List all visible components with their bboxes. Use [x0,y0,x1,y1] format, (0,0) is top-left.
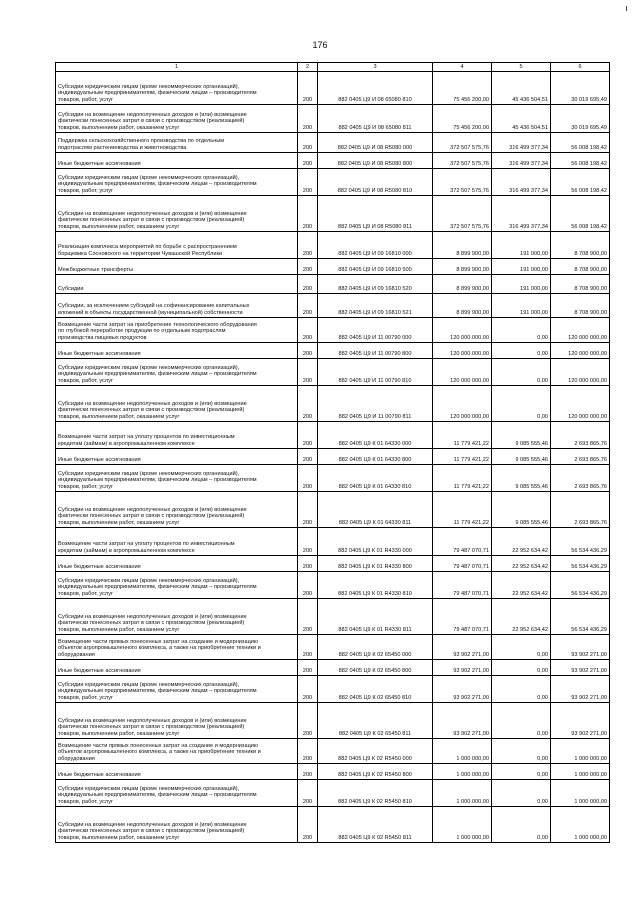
row-remaining-amount: 120 000 000,00 [551,318,610,343]
row-name: Иные бюджетные ассигнования [56,449,298,465]
col-header-1: 1 [56,63,298,72]
table-row [56,492,610,528]
row-code: 200 [298,528,318,556]
row-executed-amount: 22 952 634,42 [492,599,551,635]
row-name: Субсидии юридическим лицам (кроме некоммерческих организаций), индивидуальным предпринимателям, физическим лицам – производителям товаров, работ, услуг [56,359,298,386]
table-row [56,72,610,105]
row-classification-code: 882 0405 Ц9 И 09 16810 520 [318,275,433,294]
row-name: Возмещение части затрат на приобретение технологического оборудования по глубокой переработке продукции по отдельным подотраслям производства пищевых продуктов [56,318,298,343]
row-classification-code: 882 0405 Ц9 К 02 R5450 811 [318,807,433,843]
table-row [56,169,610,196]
row-approved-amount: 120 000 000,00 [433,386,492,422]
row-name: Межбюджетные трансферты [56,259,298,275]
row-name: Субсидии на возмещение недополученных доходов и (или) возмещение фактически понесенных затрат в связи с производством (реализацией) товаров, выполнением работ, оказанием услуг [56,492,298,528]
row-executed-amount: 45 436 504,51 [492,72,551,105]
row-classification-code: 882 0405 Ц9 И 11 00790 810 [318,359,433,386]
row-name: Субсидии юридическим лицам (кроме некоммерческих организаций), индивидуальным предпринимателям, физическим лицам – производителям товаров, работ, услуг [56,780,298,807]
row-approved-amount: 11 779 421,22 [433,492,492,528]
row-executed-amount: 316 499 377,34 [492,133,551,153]
row-name: Возмещение части прямых понесенных затрат на создание и модернизацию объектов агропромышленного комплекса, а также на приобретение техники и оборудования [56,635,298,660]
row-code: 200 [298,232,318,259]
row-code: 200 [298,105,318,133]
row-remaining-amount: 1 000 000,00 [551,780,610,807]
row-classification-code: 882 0405 Ц9 К 02 R5450 810 [318,780,433,807]
row-classification-code: 882 0405 Ц9 К 02 R5450 000 [318,739,433,764]
row-classification-code: 882 0405 Ц9 И 08 R5080 810 [318,169,433,196]
row-remaining-amount: 1 000 000,00 [551,764,610,780]
row-remaining-amount: 56 534 436,29 [551,599,610,635]
col-header-5: 5 [492,63,551,72]
table-row [56,703,610,739]
table-row [56,422,610,449]
row-remaining-amount: 2 693 865,76 [551,465,610,492]
row-remaining-amount: 8 708 900,00 [551,232,610,259]
row-name: Субсидии юридическим лицам (кроме некоммерческих организаций), индивидуальным предпринимателям, физическим лицам – производителям товаров, работ, услуг [56,72,298,105]
row-approved-amount: 11 779 421,22 [433,422,492,449]
row-executed-amount: 191 000,00 [492,232,551,259]
row-executed-amount: 0,00 [492,318,551,343]
row-remaining-amount: 2 693 865,76 [551,492,610,528]
table-row [56,232,610,259]
row-code: 200 [298,465,318,492]
row-classification-code: 882 0405 Ц9 К 02 65450 800 [318,660,433,676]
row-executed-amount: 9 085 555,46 [492,449,551,465]
row-code: 200 [298,556,318,572]
row-executed-amount: 0,00 [492,343,551,359]
row-executed-amount: 0,00 [492,359,551,386]
row-remaining-amount: 120 000 000,00 [551,386,610,422]
row-classification-code: 882 0405 Ц9 К 02 R5450 800 [318,764,433,780]
row-executed-amount: 191 000,00 [492,294,551,318]
row-code: 200 [298,72,318,105]
row-executed-amount: 0,00 [492,660,551,676]
row-remaining-amount: 56 008 198,42 [551,196,610,232]
row-approved-amount: 1 000 000,00 [433,807,492,843]
table-row [56,676,610,703]
row-remaining-amount: 120 000 000,00 [551,343,610,359]
row-approved-amount: 79 487 070,71 [433,556,492,572]
row-executed-amount: 191 000,00 [492,275,551,294]
row-approved-amount: 8 899 900,00 [433,232,492,259]
table-row [56,635,610,660]
row-executed-amount: 22 952 634,42 [492,572,551,599]
row-classification-code: 882 0405 Ц9 И 11 00790 800 [318,343,433,359]
table-body [56,72,610,843]
row-classification-code: 882 0405 Ц9 И 09 16810 000 [318,232,433,259]
row-name: Реализация комплекса мероприятий по борьбе с распространением борщевика Сосновского на территории Чувашской Республики [56,232,298,259]
table-row [56,572,610,599]
row-executed-amount: 316 499 377,34 [492,169,551,196]
table-row [56,133,610,153]
row-name: Иные бюджетные ассигнования [56,556,298,572]
row-approved-amount: 75 456 200,00 [433,72,492,105]
row-remaining-amount: 8 708 900,00 [551,294,610,318]
row-name: Иные бюджетные ассигнования [56,343,298,359]
table-row [56,259,610,275]
row-executed-amount: 0,00 [492,703,551,739]
table-row [56,528,610,556]
table-row [56,449,610,465]
table-row [56,807,610,843]
row-approved-amount: 79 487 070,71 [433,572,492,599]
table-row [56,599,610,635]
row-approved-amount: 11 779 421,22 [433,465,492,492]
row-name: Субсидии юридическим лицам (кроме некоммерческих организаций), индивидуальным предпринимателям, физическим лицам – производителям товаров, работ, услуг [56,572,298,599]
row-code: 200 [298,599,318,635]
row-executed-amount: 316 499 377,34 [492,196,551,232]
row-code: 200 [298,739,318,764]
row-approved-amount: 93 902 271,00 [433,703,492,739]
row-name: Субсидии, за исключением субсидий на софинансирование капитальных вложений в объекты государственной (муниципальной) собственности [56,294,298,318]
row-approved-amount: 8 899 900,00 [433,294,492,318]
row-classification-code: 882 0405 Ц9 И 11 00790 811 [318,386,433,422]
table-row [56,196,610,232]
row-code: 200 [298,343,318,359]
row-remaining-amount: 56 534 436,29 [551,556,610,572]
row-classification-code: 882 0405 Ц9 И 09 16810 521 [318,294,433,318]
row-remaining-amount: 56 008 198,42 [551,133,610,153]
row-name: Возмещение части прямых понесенных затрат на создание и модернизацию объектов агропромышленного комплекса, а также на приобретение техники и оборудования [56,739,298,764]
row-executed-amount: 0,00 [492,676,551,703]
row-approved-amount: 372 507 575,76 [433,169,492,196]
row-remaining-amount: 93 902 271,00 [551,635,610,660]
row-approved-amount: 372 507 575,76 [433,153,492,169]
row-remaining-amount: 1 000 000,00 [551,807,610,843]
row-classification-code: 882 0405 Ц9 К 02 65450 810 [318,676,433,703]
row-classification-code: 882 0405 Ц9 К 01 64330 000 [318,422,433,449]
table-row [56,275,610,294]
col-header-3: 3 [318,63,433,72]
row-remaining-amount: 93 902 271,00 [551,660,610,676]
row-executed-amount: 9 085 555,46 [492,422,551,449]
row-code: 200 [298,196,318,232]
row-code: 200 [298,703,318,739]
row-approved-amount: 79 487 070,71 [433,528,492,556]
row-name: Возмещение части затрат на уплату процентов по инвестиционным кредитам (займам) в агропромышленном комплексе [56,528,298,556]
row-classification-code: 882 0405 Ц9 И 08 65080 811 [318,105,433,133]
row-executed-amount: 316 499 377,34 [492,153,551,169]
table-row [56,386,610,422]
col-header-2: 2 [298,63,318,72]
table-row [56,343,610,359]
row-name: Иные бюджетные ассигнования [56,764,298,780]
row-executed-amount: 0,00 [492,386,551,422]
row-classification-code: 882 0405 Ц9 И 11 00790 000 [318,318,433,343]
row-name: Субсидии на возмещение недополученных доходов и (или) возмещение фактически понесенных затрат в связи с производством (реализацией) товаров, выполнением работ, оказанием услуг [56,807,298,843]
row-code: 200 [298,449,318,465]
row-code: 200 [298,780,318,807]
row-remaining-amount: 120 000 000,00 [551,359,610,386]
row-classification-code: 882 0405 Ц9 К 01 R4330 811 [318,599,433,635]
row-classification-code: 882 0405 Ц9 К 01 R4330 810 [318,572,433,599]
row-remaining-amount: 93 902 271,00 [551,703,610,739]
row-approved-amount: 93 902 271,00 [433,676,492,703]
row-classification-code: 882 0405 Ц9 К 01 64330 810 [318,465,433,492]
row-remaining-amount: 56 008 198,42 [551,169,610,196]
row-classification-code: 882 0405 Ц9 И 09 16810 500 [318,259,433,275]
row-executed-amount: 0,00 [492,807,551,843]
row-classification-code: 882 0405 Ц9 К 01 R4330 800 [318,556,433,572]
table-row [56,739,610,764]
row-code: 200 [298,572,318,599]
row-remaining-amount: 30 019 695,49 [551,72,610,105]
row-executed-amount: 9 085 555,46 [492,492,551,528]
row-name: Субсидии на возмещение недополученных доходов и (или) возмещение фактически понесенных затрат в связи с производством (реализацией) товаров, выполнением работ, оказанием услуг [56,703,298,739]
row-remaining-amount: 1 000 000,00 [551,739,610,764]
row-code: 200 [298,492,318,528]
row-code: 200 [298,275,318,294]
table-row [56,318,610,343]
row-code: 200 [298,153,318,169]
row-executed-amount: 22 952 634,42 [492,556,551,572]
header-row [56,63,610,72]
row-name: Субсидии [56,275,298,294]
row-classification-code: 882 0405 Ц9 К 02 65450 811 [318,703,433,739]
table-row [56,660,610,676]
row-name: Субсидии на возмещение недополученных доходов и (или) возмещение фактически понесенных затрат в связи с производством (реализацией) товаров, выполнением работ, оказанием услуг [56,386,298,422]
row-approved-amount: 75 456 200,00 [433,105,492,133]
table-row [56,105,610,133]
row-code: 200 [298,359,318,386]
row-classification-code: 882 0405 Ц9 К 02 65450 000 [318,635,433,660]
table-row [56,556,610,572]
row-name: Субсидии юридическим лицам (кроме некоммерческих организаций), индивидуальным предпринимателям, физическим лицам – производителям товаров, работ, услуг [56,169,298,196]
row-approved-amount: 120 000 000,00 [433,343,492,359]
row-remaining-amount: 2 693 865,76 [551,449,610,465]
row-remaining-amount: 2 693 865,76 [551,422,610,449]
row-name: Иные бюджетные ассигнования [56,660,298,676]
row-code: 200 [298,294,318,318]
corner-mark [626,6,627,11]
table-row [56,294,610,318]
row-name: Поддержка сельскохозяйственного производства по отдельным подотраслям растениеводства и животноводства [56,133,298,153]
row-code: 200 [298,807,318,843]
row-code: 200 [298,422,318,449]
row-executed-amount: 0,00 [492,635,551,660]
row-name: Субсидии на возмещение недополученных доходов и (или) возмещение фактически понесенных затрат в связи с производством (реализацией) товаров, выполнением работ, оказанием услуг [56,105,298,133]
row-executed-amount: 0,00 [492,764,551,780]
row-remaining-amount: 8 708 900,00 [551,259,610,275]
row-name: Субсидии юридическим лицам (кроме некоммерческих организаций), индивидуальным предпринимателям, физическим лицам – производителям товаров, работ, услуг [56,676,298,703]
row-name: Субсидии на возмещение недополученных доходов и (или) возмещение фактически понесенных затрат в связи с производством (реализацией) товаров, выполнением работ, оказанием услуг [56,599,298,635]
row-remaining-amount: 30 019 695,49 [551,105,610,133]
row-executed-amount: 191 000,00 [492,259,551,275]
row-remaining-amount: 93 902 271,00 [551,676,610,703]
row-approved-amount: 93 902 271,00 [433,660,492,676]
row-approved-amount: 8 899 900,00 [433,275,492,294]
row-name: Субсидии юридическим лицам (кроме некоммерческих организаций), индивидуальным предпринимателям, физическим лицам – производителям товаров, работ, услуг [56,465,298,492]
row-code: 200 [298,386,318,422]
table-row [56,153,610,169]
row-code: 200 [298,635,318,660]
row-approved-amount: 8 899 900,00 [433,259,492,275]
row-classification-code: 882 0405 Ц9 И 08 R5080 811 [318,196,433,232]
row-remaining-amount: 56 008 198,42 [551,153,610,169]
row-classification-code: 882 0405 Ц9 К 01 64330 811 [318,492,433,528]
row-classification-code: 882 0405 Ц9 И 08 65080 810 [318,72,433,105]
budget-table [55,62,610,843]
row-executed-amount: 0,00 [492,739,551,764]
row-executed-amount: 0,00 [492,780,551,807]
col-header-6: 6 [551,63,610,72]
row-code: 200 [298,764,318,780]
row-classification-code: 882 0405 Ц9 И 08 R5080 000 [318,133,433,153]
row-remaining-amount: 56 534 436,29 [551,528,610,556]
row-remaining-amount: 8 708 900,00 [551,275,610,294]
row-remaining-amount: 56 534 436,29 [551,572,610,599]
row-code: 200 [298,660,318,676]
row-approved-amount: 372 507 575,76 [433,196,492,232]
row-approved-amount: 1 000 000,00 [433,764,492,780]
row-classification-code: 882 0405 Ц9 И 08 R5080 800 [318,153,433,169]
table-row [56,780,610,807]
row-name: Субсидии на возмещение недополученных доходов и (или) возмещение фактически понесенных затрат в связи с производством (реализацией) товаров, выполнением работ, оказанием услуг [56,196,298,232]
table-row [56,465,610,492]
row-code: 200 [298,676,318,703]
page-number: 176 [312,40,328,50]
row-approved-amount: 79 487 070,71 [433,599,492,635]
row-code: 200 [298,133,318,153]
row-executed-amount: 45 436 504,51 [492,105,551,133]
row-approved-amount: 1 000 000,00 [433,739,492,764]
table-row [56,359,610,386]
row-approved-amount: 93 902 271,00 [433,635,492,660]
row-approved-amount: 120 000 000,00 [433,359,492,386]
row-name: Иные бюджетные ассигнования [56,153,298,169]
row-executed-amount: 22 952 634,42 [492,528,551,556]
table-row [56,764,610,780]
row-code: 200 [298,318,318,343]
row-classification-code: 882 0405 Ц9 К 01 R4330 000 [318,528,433,556]
row-code: 200 [298,169,318,196]
row-approved-amount: 11 779 421,22 [433,449,492,465]
row-approved-amount: 120 000 000,00 [433,318,492,343]
col-header-4: 4 [433,63,492,72]
row-executed-amount: 9 085 555,46 [492,465,551,492]
row-name: Возмещение части затрат на уплату процентов по инвестиционным кредитам (займам) в агропромышленном комплексе [56,422,298,449]
row-code: 200 [298,259,318,275]
row-approved-amount: 372 507 575,76 [433,133,492,153]
row-classification-code: 882 0405 Ц9 К 01 64330 800 [318,449,433,465]
row-approved-amount: 1 000 000,00 [433,780,492,807]
